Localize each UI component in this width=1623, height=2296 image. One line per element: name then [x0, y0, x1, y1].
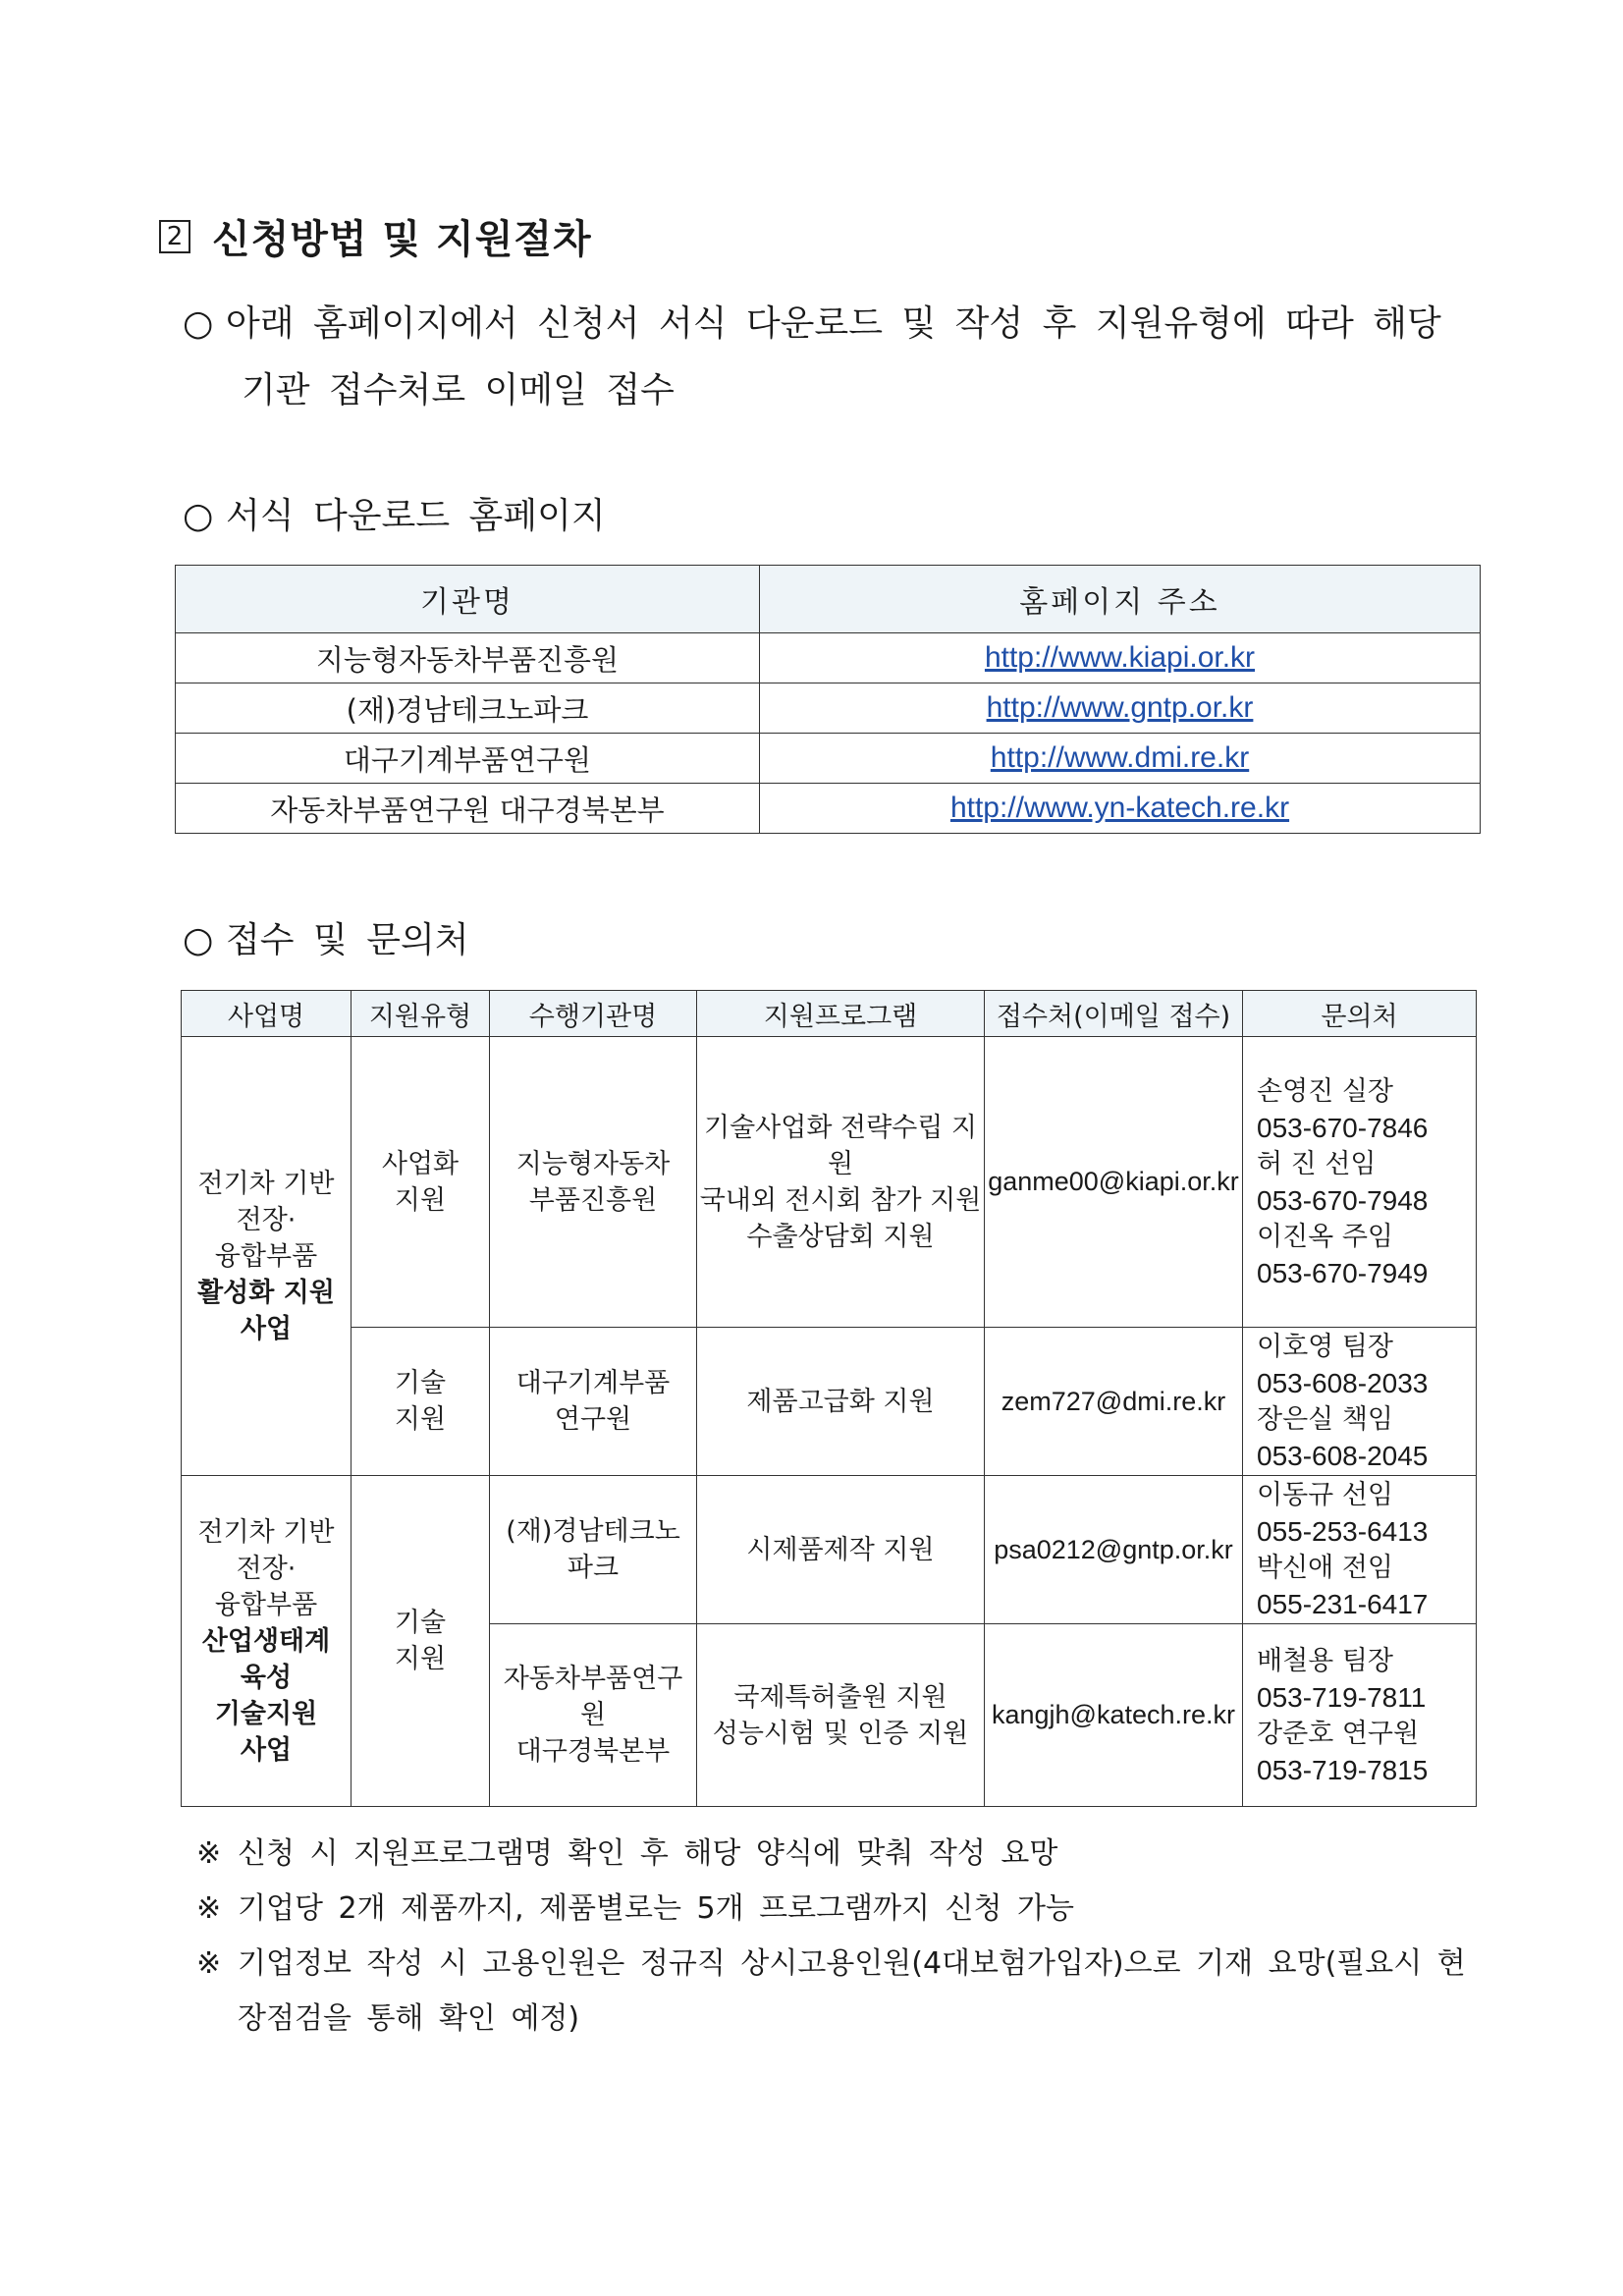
org-line: 지능형자동차 [515, 1148, 671, 1179]
support-type [352, 1476, 490, 1807]
notes [196, 1827, 1466, 2047]
homepage-link[interactable]: http://www.dmi.re.kr [760, 734, 1481, 784]
biz-name [182, 1037, 352, 1476]
biz-line: 사업 [240, 1313, 293, 1344]
header-email: 접수처(이메일 접수) [985, 991, 1243, 1037]
apply-line-1: 아래 홈페이지에서 신청서 서식 다운로드 및 작성 후 지원유형에 따라 해당 [226, 303, 1441, 344]
org-line: 파크 [567, 1553, 620, 1583]
type-line: 기술 [394, 1368, 447, 1398]
biz-line: 기술지원 [214, 1698, 318, 1729]
org-name: (재)경남테크노파크 [176, 683, 760, 734]
email-address[interactable]: zem727@dmi.re.kr [985, 1328, 1243, 1476]
table-row [182, 1037, 1477, 1328]
contact-info [1243, 1037, 1477, 1328]
biz-line: 융합부품 [214, 1240, 318, 1272]
type-line: 지원 [394, 1644, 447, 1674]
program-line: 성능시험 및 인증 지원 [712, 1718, 969, 1749]
biz-line: 육성 [240, 1662, 293, 1693]
header-org: 기관명 [176, 566, 760, 633]
apply-line-2: 기관 접수처로 이메일 접수 [242, 370, 675, 410]
email-address[interactable]: kangjh@katech.re.kr [985, 1624, 1243, 1807]
table-row [176, 683, 1481, 734]
download-sites-table [175, 565, 1481, 834]
table-header-row [176, 566, 1481, 633]
biz-line: 융합부품 [214, 1589, 318, 1620]
bullet-mark: ○ [183, 920, 214, 960]
contact-phone: 053-670-7949 [1257, 1257, 1429, 1288]
type-line: 기술 [394, 1608, 447, 1638]
apply-method-bullet [183, 291, 1441, 424]
note-1: 신청 시 지원프로그램명 확인 후 해당 양식에 맞춰 작성 요망 [238, 1836, 1058, 1871]
org-line: 자동차부품연구원 [503, 1664, 683, 1730]
biz-line: 활성화 지원 [197, 1277, 335, 1308]
contact-bullet [183, 907, 469, 974]
header-url: 홈페이지 주소 [760, 566, 1481, 633]
program [697, 1037, 985, 1328]
note-2: 기업당 2개 제품까지, 제품별로는 5개 프로그램까지 신청 가능 [238, 1891, 1074, 1926]
biz-line: 사업 [240, 1734, 293, 1766]
bullet-mark: ○ [183, 303, 214, 344]
contact-phone: 055-253-6413 [1257, 1516, 1429, 1547]
contact-phone: 053-670-7846 [1257, 1112, 1429, 1143]
email-address[interactable]: psa0212@gntp.or.kr [985, 1476, 1243, 1624]
biz-line: 산업생태계 [201, 1625, 331, 1657]
contact-name: 장은실 책임 [1257, 1404, 1393, 1435]
org-line: 연구원 [554, 1404, 632, 1435]
biz-line: 전장· [236, 1553, 297, 1584]
org-name: 자동차부품연구원 대구경북본부 [176, 784, 760, 834]
table-row [176, 784, 1481, 834]
header-org: 수행기관명 [490, 991, 697, 1037]
section-number: 2 [159, 220, 190, 253]
org-line: 대구경북본부 [515, 1736, 671, 1767]
contact-phone: 053-719-7811 [1257, 1681, 1427, 1713]
contact-name: 이진옥 주임 [1257, 1221, 1393, 1252]
program: 제품고급화 지원 [697, 1328, 985, 1476]
note-3a: 기업정보 작성 시 고용인원은 정규직 상시고용인원(4대보험가입자)으로 기재 요망(필요시 현 [238, 1946, 1466, 1981]
support-type [352, 1328, 490, 1476]
type-line: 지원 [394, 1184, 447, 1216]
homepage-link[interactable]: http://www.yn-katech.re.kr [760, 784, 1481, 834]
contact-name: 허 진 선임 [1257, 1148, 1377, 1179]
program-line: 기술사업화 전략수립 지원 [704, 1112, 977, 1179]
homepage-link[interactable]: http://www.kiapi.or.kr [760, 633, 1481, 683]
org-line: 부품진흥원 [528, 1184, 658, 1216]
type-line: 사업화 [381, 1148, 460, 1179]
note-mark: ※ [196, 1946, 222, 1981]
program [697, 1624, 985, 1807]
org-line: 대구기계부품 [515, 1368, 671, 1398]
contact-info [1243, 1476, 1477, 1624]
org-name [490, 1476, 697, 1624]
org-name [490, 1624, 697, 1807]
contacts-table [181, 990, 1477, 1807]
contact-phone: 053-719-7815 [1257, 1754, 1429, 1785]
table-row [176, 734, 1481, 784]
contact-name: 박신애 전임 [1257, 1553, 1393, 1583]
table-row [182, 1476, 1477, 1624]
program-line: 국내외 전시회 참가 지원 [699, 1184, 982, 1216]
header-contact: 문의처 [1243, 991, 1477, 1037]
contact-info [1243, 1624, 1477, 1807]
org-name [490, 1037, 697, 1328]
header-type: 지원유형 [352, 991, 490, 1037]
type-line: 지원 [394, 1404, 447, 1435]
contact-name: 강준호 연구원 [1257, 1718, 1420, 1749]
homepage-link[interactable]: http://www.gntp.or.kr [760, 683, 1481, 734]
email-address[interactable]: ganme00@kiapi.or.kr [985, 1037, 1243, 1328]
contact-title: 접수 및 문의처 [226, 920, 469, 960]
org-name [490, 1328, 697, 1476]
contact-name: 이동규 선임 [1257, 1480, 1393, 1510]
contact-phone: 055-231-6417 [1257, 1589, 1429, 1619]
contact-info [1243, 1328, 1477, 1476]
contact-phone: 053-608-2033 [1257, 1368, 1429, 1398]
note-mark: ※ [196, 1891, 222, 1926]
section-title: 신청방법 및 지원절차 [212, 217, 592, 262]
note-3b: 장점검을 통해 확인 예정) [238, 2001, 580, 2036]
contact-name: 손영진 실장 [1257, 1075, 1393, 1107]
table-row [176, 633, 1481, 683]
biz-line: 전기차 기반 [197, 1168, 335, 1199]
contact-phone: 053-608-2045 [1257, 1441, 1429, 1471]
biz-name [182, 1476, 352, 1807]
table-header-row [182, 991, 1477, 1037]
header-biz: 사업명 [182, 991, 352, 1037]
org-line: (재)경남테크노 [506, 1516, 680, 1547]
contact-phone: 053-670-7948 [1257, 1184, 1429, 1216]
bullet-mark: ○ [183, 496, 214, 536]
download-title: 서식 다운로드 홈페이지 [226, 496, 606, 536]
org-name: 지능형자동차부품진흥원 [176, 633, 760, 683]
header-program: 지원프로그램 [697, 991, 985, 1037]
download-bullet [183, 483, 606, 550]
contact-name: 배철용 팀장 [1257, 1645, 1393, 1676]
biz-line: 전장· [236, 1204, 297, 1235]
contact-name: 이호영 팀장 [1257, 1332, 1393, 1362]
support-type [352, 1037, 490, 1328]
program-line: 수출상담회 지원 [746, 1221, 935, 1252]
section-heading [159, 208, 592, 264]
biz-line: 전기차 기반 [197, 1516, 335, 1548]
program: 시제품제작 지원 [697, 1476, 985, 1624]
program-line: 국제특허출원 지원 [733, 1681, 947, 1713]
note-mark: ※ [196, 1836, 222, 1871]
org-name: 대구기계부품연구원 [176, 734, 760, 784]
table-row [182, 1328, 1477, 1476]
